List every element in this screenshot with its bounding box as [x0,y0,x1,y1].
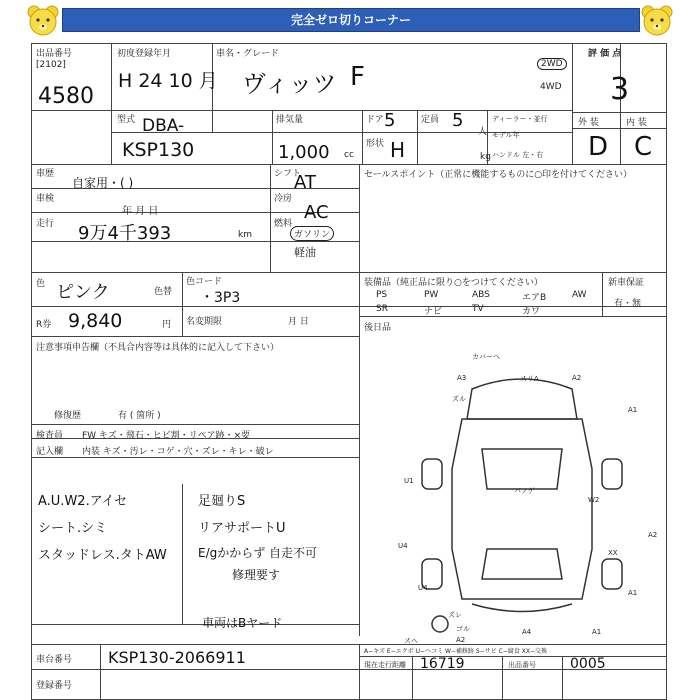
diagram-label-11: U4 [398,542,408,550]
inspection-value: 年 月 日 [122,206,159,217]
banner-title: 完全ゼロ切りコーナー [290,13,411,27]
shift-value: AT [294,172,316,193]
diagram-label-14: ズレ [448,611,462,619]
current-mileage-value: 16719 [420,656,465,672]
remark-6: E/gかからず 自走不可 [198,546,318,560]
equipment-pw: PW [424,290,439,300]
new-car-value: 有・無 [614,299,642,309]
drive-2wd: 2WD [537,58,567,70]
shift-label: シフト [274,169,302,179]
interior-grade: C [634,132,653,162]
equipment-airbag: エアB [522,293,547,303]
mileage-label: 走行 [36,219,55,229]
equipment-ps: PS [376,290,388,300]
diagram-label-8: パノゲ [514,487,535,495]
diagram-label-19: A2 [456,636,466,644]
transfer-label: 名変期限 [186,317,223,327]
auction-sheet [31,43,667,700]
capacity-label: 定員 [421,115,440,125]
lot-number: 4580 [38,84,94,109]
shape-value: H [390,138,406,162]
inspector-row2-items: 内装 キズ・汚レ・コゲ・穴・ズレ・キレ・破レ [82,447,274,457]
diagram-label-7: U1 [404,477,414,485]
usage-label: 車歴 [36,169,55,179]
score-label: 評 価 点 [588,49,622,59]
diagram-label-17: A4 [522,628,532,636]
model-label: 車名・グレード [216,49,280,59]
color-label: 色 [36,279,46,289]
handle-label: ハンドル 左・右 [492,151,544,159]
displacement-label: 排気量 [276,115,304,125]
diagram-label-9: W2 [588,496,600,504]
remark-3: スタッドレス.タトAW [38,548,167,563]
equipment-tv: TV [472,304,484,314]
remark-4: 足廻りS [198,494,246,509]
first-registration-value: H 24 10 月 [118,70,218,92]
doors-label: ドア [366,115,384,125]
equipment-sr: SR [376,304,388,314]
repair-label: 修復歴 [54,411,82,421]
inspection-label: 車検 [36,194,55,204]
seq-value: 0005 [570,656,606,672]
doors-value: 5 [384,110,396,131]
exterior-label: 外 装 [578,118,599,128]
diagram-label-2: A3 [457,374,467,382]
modelyear-label: モデル年 [492,131,520,139]
current-mileage-label: 現在走行距離 [364,661,406,669]
diagram-label-16: ゴル [456,625,470,633]
capacity-unit: 人 [478,127,488,137]
interior-label: 内 装 [626,118,647,128]
diagram-label-18: A1 [592,628,602,636]
chassis-label: 車台番号 [36,655,73,665]
model-value: ヴィッツ [242,70,337,98]
grade-value: F [350,62,365,92]
lot-number-label: 出品番号 [36,49,73,59]
recycle-unit: 円 [162,320,172,330]
equipment-abs: ABS [472,290,490,300]
lot-sub-label: [2102] [36,60,66,70]
color-code-value: ・3P3 [200,290,241,306]
mileage-unit: km [238,230,252,240]
drive-4wd: 4WD [540,82,562,92]
remark-2: シート.シミ [38,521,108,536]
diagram-label-1: カバーへ [472,353,500,361]
color-code-label: 色コード [186,277,223,287]
banner-bar [62,8,640,32]
displacement-unit: cc [344,150,354,160]
shape-label: 形状 [366,139,385,149]
type-value-1: DBA- [142,116,185,136]
diagram-legend: A−キズ E−エクボ U−ヘコミ W−補修跡 S−サビ C−腐食 XX−交換 [364,648,547,655]
recycle-label: R券 [36,320,52,330]
fuel-label: 燃料 [274,219,293,229]
first-registration-label: 初度登録年月 [117,49,172,59]
diagram-label-5: ズル [452,395,466,403]
diagram-label-3: スリA [520,375,539,383]
bear-mascot-icon [640,4,674,38]
seq-label: 出品番号 [508,661,536,669]
capacity-value: 5 [452,110,464,131]
displacement-value: 1,000 [278,142,330,163]
remark-1: A.U.W2.アイセ [38,494,128,509]
ac-value: AC [304,202,329,223]
color-value: ピンク [56,282,110,303]
usage-value: 自家用・( ) [72,176,134,190]
diagram-label-15: A1 [628,589,638,597]
chassis-value: KSP130-2066911 [108,648,246,667]
diagram-label-13: U4 [418,584,428,592]
equipment-aw: AW [572,290,587,300]
fuel-alt: 軽油 [294,246,316,259]
score-value: 3 [610,72,630,107]
recycle-value: 9,840 [68,310,123,332]
equipment-navi: ナビ [424,307,443,317]
registration-label: 登録番号 [36,681,73,691]
ac-label: 冷房 [274,194,293,204]
inspector-row1-items: FW キズ・飛石・ヒビ割・リペア跡・×要 [82,431,251,441]
equipment-leather: カワ [522,307,541,317]
inspector-row2-label: 記入欄 [36,447,64,457]
equipment-title: 装備品（純正品に限り○をつけてください） [364,278,543,288]
sales-point-title: セールスポイント（正常に機能するものに○印を付けてください） [364,170,633,180]
diagram-label-12: XX [608,549,618,557]
mileage-value: 9万4千393 [78,223,172,244]
remark-7: 修理要す [232,568,281,582]
diagram-label-10: A2 [648,531,658,539]
type-label: 型式 [117,115,136,125]
remark-5: リアサポートU [198,521,286,536]
diagram-label-20: スヘ [404,637,418,645]
color-same-label: 色替 [154,287,173,297]
type-value-2: KSP130 [122,139,195,161]
after-items-label: 後日品 [364,323,392,333]
repair-value: 有 ( 箇所 ) [118,411,161,421]
inspector-row1-label: 検査員 [36,431,64,441]
dealer-label: ディーラー・並行 [492,115,548,123]
remark-8: 車両はBヤード [202,616,283,630]
new-car-label: 新車保証 [608,278,645,288]
transfer-value: 月 日 [288,317,309,327]
diagram-label-6: A1 [628,406,638,414]
kg-label: kg [480,152,491,162]
notes-title: 注意事項申告欄（不具合内容等は具体的に記入して下さい） [36,343,280,353]
fuel-value: ガソリン [290,226,334,241]
diagram-label-4: A2 [572,374,582,382]
bear-mascot-icon [26,4,60,38]
exterior-grade: D [588,132,609,162]
